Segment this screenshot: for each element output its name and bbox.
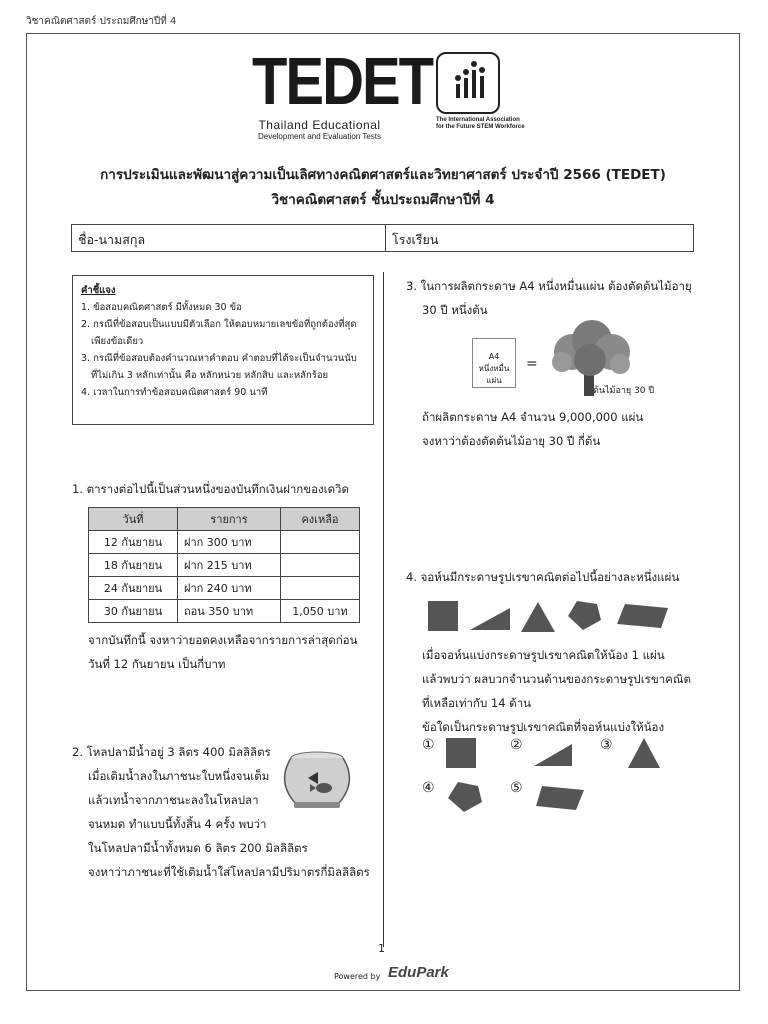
- question-4-text: 4. จอห์นมีกระดาษรูปเรขาคณิตต่อไปนี้อย่างละหนึ่งแผ่น: [406, 570, 680, 584]
- question-4-line: ข้อใดเป็นกระดาษรูปเรขาคณิตที่จอห์นแบ่งให้น้อง: [422, 720, 665, 734]
- question-3-text: [406, 274, 706, 322]
- table-cell: 12 กันยายน: [89, 531, 178, 554]
- question-2-line: จนหมด ทำแบบนี้ทั้งสิ้น 4 ครั้ง พบว่า: [88, 817, 267, 831]
- table-row: [89, 600, 360, 623]
- option-3-label[interactable]: ③: [600, 737, 613, 753]
- table-header: คงเหลือ: [281, 508, 360, 531]
- question-4-line: เมื่อจอห์นแบ่งกระดาษรูปเรขาคณิตให้น้อง 1 แผ่น: [422, 648, 665, 662]
- column-divider: [383, 272, 384, 947]
- page-number: 1: [378, 942, 385, 955]
- table-header: วันที่: [89, 508, 178, 531]
- equals-sign: =: [526, 356, 538, 372]
- right-triangle-shape: [470, 608, 510, 630]
- table-cell: [281, 554, 360, 577]
- instruction-item: ที่ไม่เกิน 3 หลักเท่านั้น คือ หลักหน่วย หลักสิบ และหลักร้อย: [91, 370, 329, 381]
- ia-line1: The International Association: [436, 117, 520, 123]
- edupark-logo: EduPark: [388, 964, 449, 981]
- option-1-label[interactable]: ①: [422, 737, 435, 753]
- name-field[interactable]: ชื่อ-นามสกุล: [72, 225, 386, 251]
- option-2-right-triangle: [532, 740, 574, 768]
- table-cell: ถอน 350 บาท: [178, 600, 281, 623]
- option-4-pentagon: [446, 780, 484, 814]
- a4-label: A4: [488, 352, 500, 361]
- deposit-table: [88, 507, 360, 623]
- question-2-line: ในโหลปลามีน้ำทั้งหมด 6 ลิตร 200 มิลลิลิตร: [88, 841, 308, 855]
- ia-logo-text: [436, 117, 526, 131]
- question-2-line: 2. โหลปลามีน้ำอยู่ 3 ลิตร 400 มิลลิลิตร: [72, 745, 271, 759]
- exam-title: การประเมินและพัฒนาสู่ความเป็นเลิศทางคณิตศาสตร์และวิทยาศาสตร์ ประจำปี 2566 (TEDET): [100, 167, 666, 183]
- option-4-label[interactable]: ④: [422, 780, 435, 796]
- table-row: [89, 554, 360, 577]
- table-cell: 1,050 บาท: [281, 600, 360, 623]
- table-cell: 18 กันยายน: [89, 554, 178, 577]
- question-3-line: 3. ในการผลิตกระดาษ A4 หนึ่งหมื่นแผ่น ต้องตัดต้นไม้อายุ: [406, 279, 692, 293]
- page-header: วิชาคณิตศาสตร์ ประถมศึกษาปีที่ 4: [26, 16, 177, 27]
- question-3-prompt: [422, 405, 712, 453]
- tedet-logo: [252, 44, 433, 141]
- pentagon-shape: [568, 601, 601, 630]
- instruction-item: เพียงข้อเดียว: [91, 336, 144, 347]
- question-1-prompt: [88, 628, 378, 676]
- tedet-logo-line1: Thailand Educational: [258, 118, 381, 132]
- quadrilateral-shape: [617, 604, 668, 628]
- table-cell: 24 กันยายน: [89, 577, 178, 600]
- question-3-line: 30 ปี หนึ่งต้น: [422, 303, 488, 317]
- a4-paper-image: [472, 338, 516, 388]
- question-1-text: 1. ตารางต่อไปนี้เป็นส่วนหนึ่งของบันทึกเงินฝากของเดวิด: [72, 482, 349, 496]
- tedet-logo-line2: Development and Evaluation Tests: [257, 132, 382, 141]
- option-5-quadrilateral: [534, 784, 586, 812]
- instruction-item: 3. กรณีที่ข้อสอบต้องคำนวณหาคำตอบ คำตอบที่ได้จะเป็นจำนวนนับ: [81, 353, 357, 364]
- shapes-row: [425, 598, 675, 634]
- ia-line2: for the Future STEM Workforce: [436, 124, 525, 130]
- option-2-label[interactable]: ②: [510, 737, 523, 753]
- question-4-line: แล้วพบว่า ผลบวกจำนวนด้านของกระดาษรูปเรขาคณิต: [422, 672, 691, 686]
- table-cell: ฝาก 215 บาท: [178, 554, 281, 577]
- table-cell: ฝาก 300 บาท: [178, 531, 281, 554]
- question-4-prompt: [422, 643, 722, 739]
- school-field[interactable]: โรงเรียน: [392, 232, 439, 247]
- question-1-line: จากบันทึกนี้ จงหาว่ายอดคงเหลือจากรายการล่าสุดก่อน: [88, 633, 358, 647]
- question-1-line: วันที่ 12 กันยายน เป็นกี่บาท: [88, 657, 226, 671]
- option-3-triangle: [626, 736, 662, 770]
- name-school-box: [71, 224, 694, 252]
- option-1-square: [446, 738, 476, 768]
- question-4-line: ที่เหลือเท่ากับ 14 ด้าน: [422, 696, 532, 710]
- table-cell: [281, 577, 360, 600]
- option-5-label[interactable]: ⑤: [510, 780, 523, 796]
- instruction-item: 2. กรณีที่ข้อสอบเป็นแบบมีตัวเลือก ให้ตอบหมายเลขข้อที่ถูกต้องที่สุด: [81, 319, 357, 330]
- question-2-line: จงหาว่าภาชนะที่ใช้เติมน้ำใส่โหลปลามีปริมาตรกี่มิลลิลิตร: [88, 865, 370, 879]
- fishbowl-image: [276, 748, 358, 810]
- table-cell: 30 กันยายน: [89, 600, 178, 623]
- tree-label: ต้นไม้อายุ 30 ปี: [593, 386, 655, 396]
- a4-count-label: หนึ่งหมื่นแผ่น: [478, 364, 510, 385]
- square-shape: [428, 601, 458, 631]
- instructions-heading: คำชี้แจง: [81, 285, 116, 296]
- question-2-line: เมื่อเติมน้ำลงในภาชนะใบหนึ่งจนเต็ม: [88, 769, 270, 783]
- instruction-item: 4. เวลาในการทำข้อสอบคณิตศาสตร์ 90 นาที: [81, 387, 268, 398]
- table-row: [89, 531, 360, 554]
- ia-logo-icon: [436, 52, 500, 114]
- table-header: รายการ: [178, 508, 281, 531]
- powered-by-label: Powered by: [334, 972, 381, 981]
- instruction-item: 1. ข้อสอบคณิตศาสตร์ มีทั้งหมด 30 ข้อ: [81, 302, 242, 313]
- triangle-shape: [521, 602, 555, 632]
- question-3-line: ถ้าผลิตกระดาษ A4 จำนวน 9,000,000 แผ่น: [422, 410, 644, 424]
- instructions-box: [72, 275, 374, 425]
- tedet-logo-name: TEDET: [252, 44, 433, 119]
- exam-subtitle: วิชาคณิตศาสตร์ ชั้นประถมศึกษาปีที่ 4: [271, 192, 495, 208]
- table-row: [89, 577, 360, 600]
- table-cell: ฝาก 240 บาท: [178, 577, 281, 600]
- table-cell: [281, 531, 360, 554]
- question-2-line: แล้วเทน้ำจากภาชนะลงในโหลปลา: [88, 793, 259, 807]
- question-3-line: จงหาว่าต้องตัดต้นไม้อายุ 30 ปี กี่ต้น: [422, 434, 601, 448]
